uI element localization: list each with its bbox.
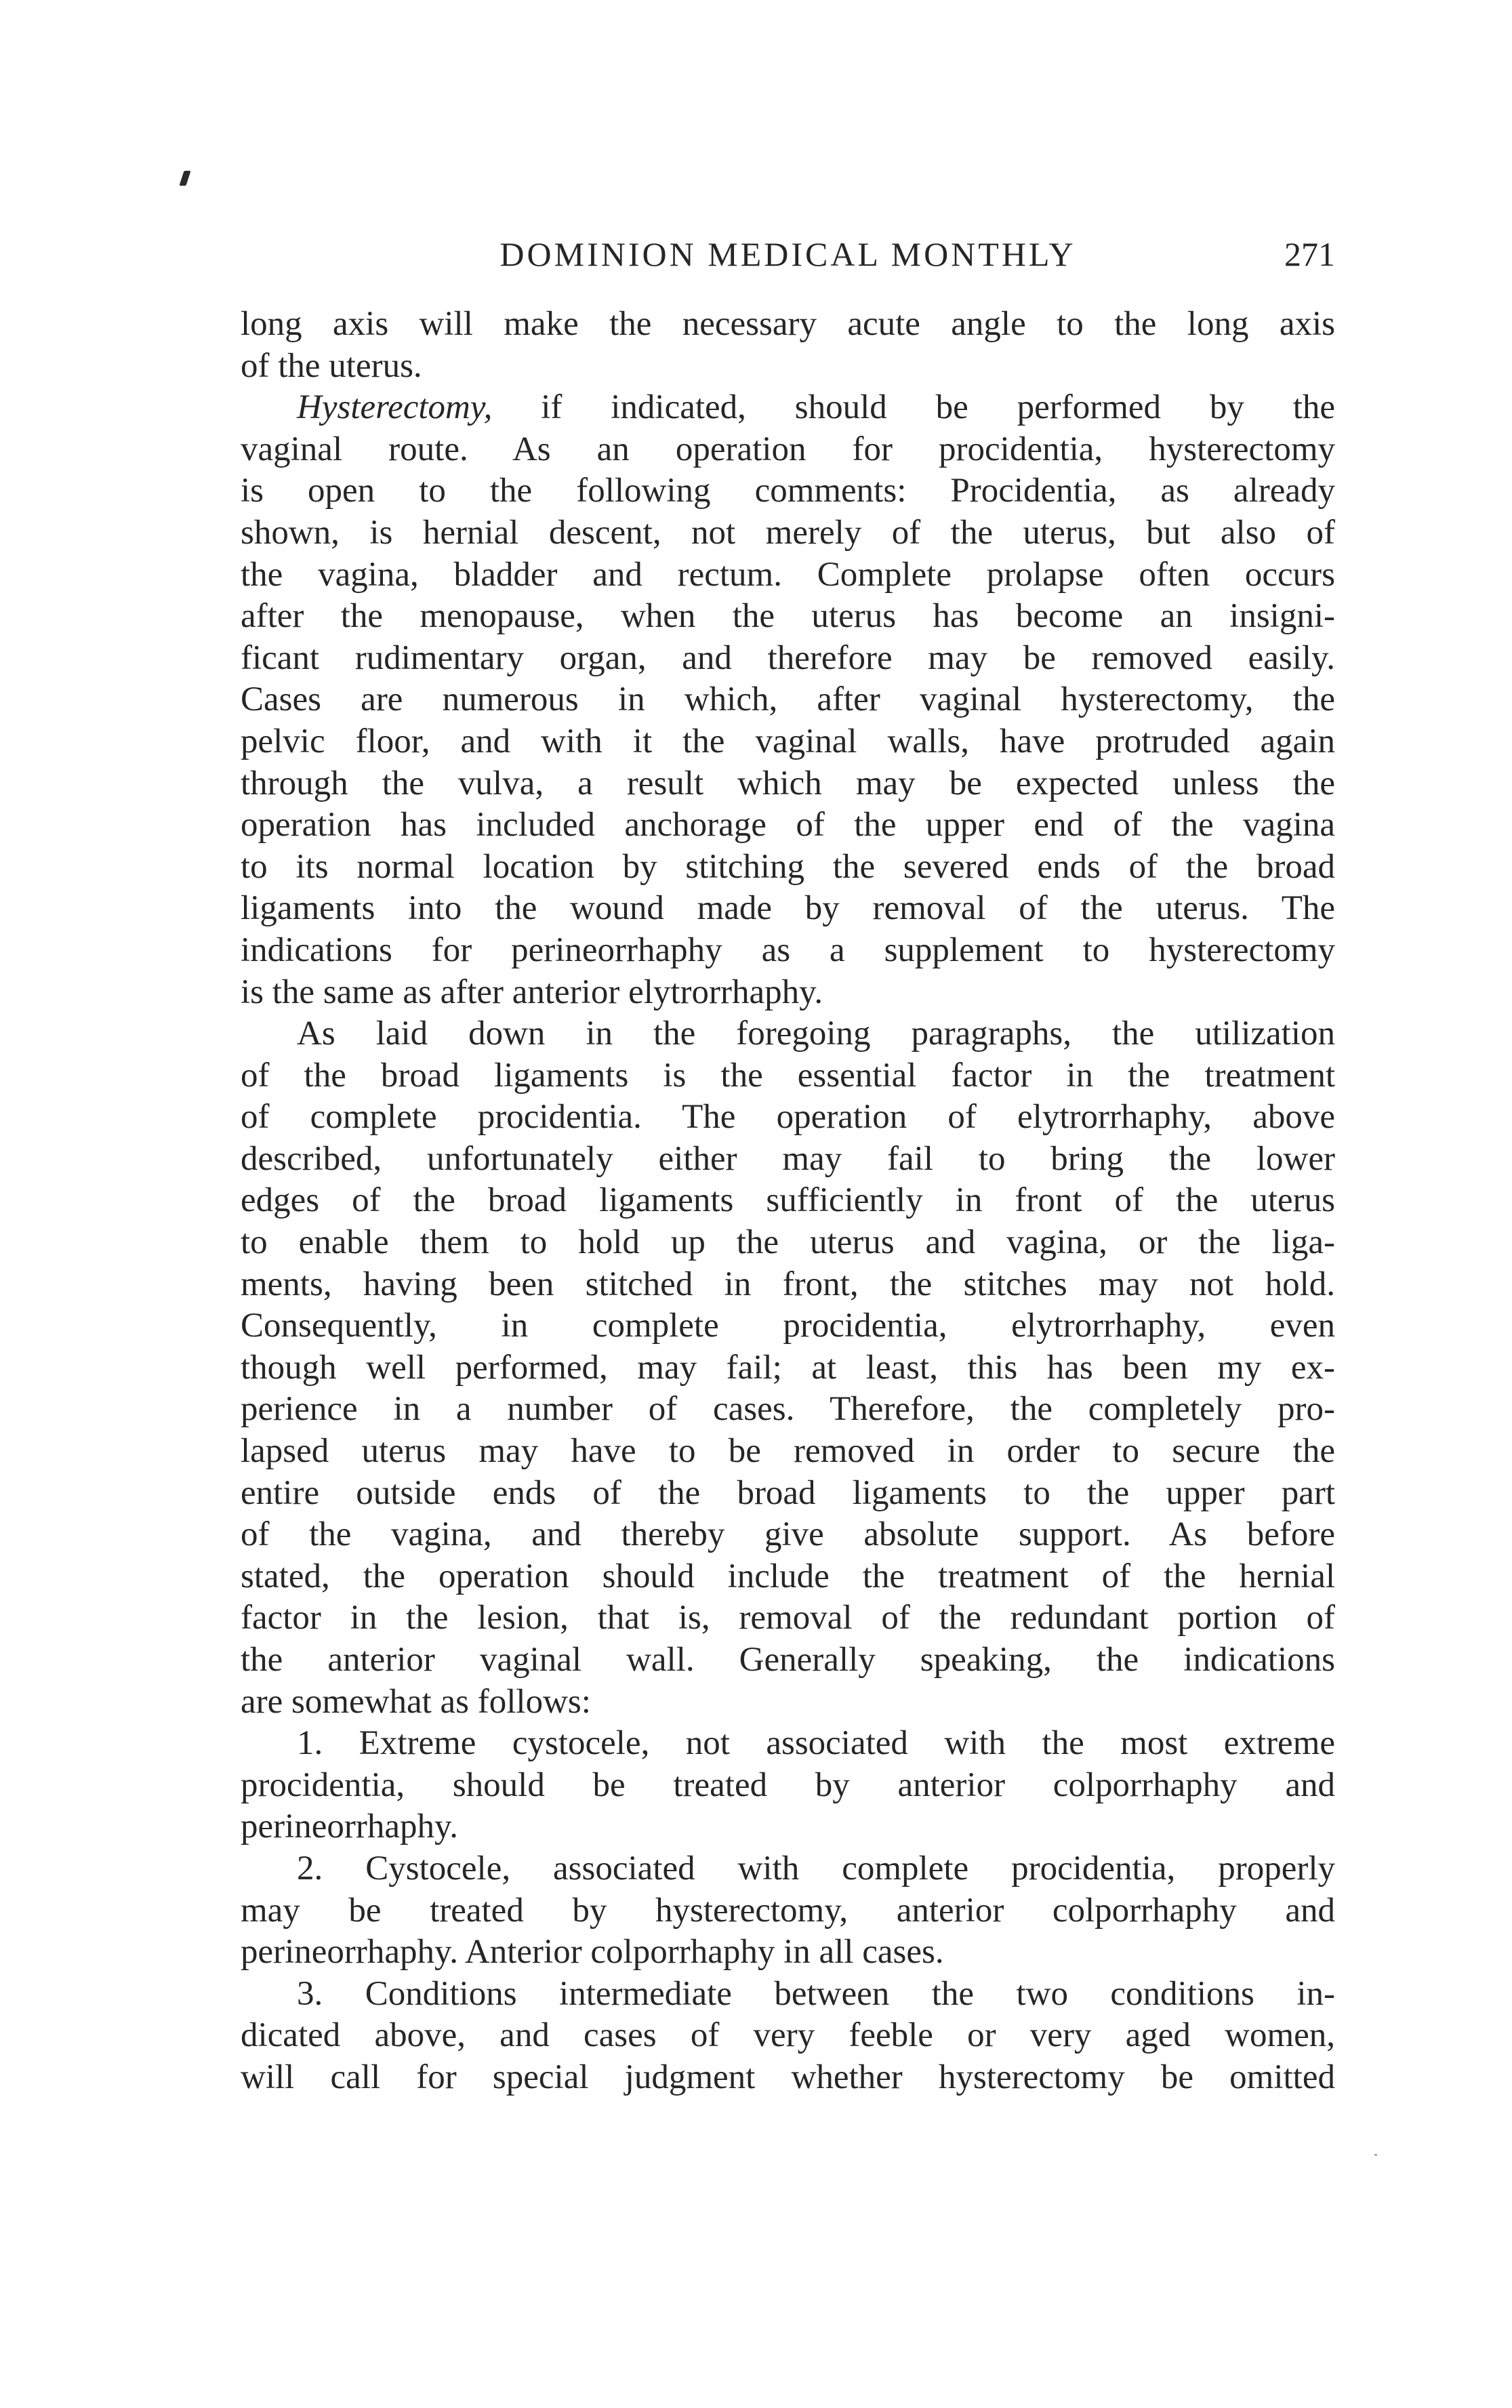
paragraph [241,1974,1335,2099]
text-line: of the vagina, and thereby give absolute support. As before [241,1515,1335,1554]
text-line: long axis will make the necessary acute angle to the long axis [241,305,1335,343]
text-line: of the uterus. [241,346,422,385]
text-line: through the vulva, a result which may be expected unless the [241,764,1335,802]
body-text [241,304,1335,2099]
text-line: Cases are numerous in which, after vaginal hysterectomy, the [241,680,1335,719]
paragraph [241,304,1335,387]
text-line: ligaments into the wound made by removal of the uterus. The [241,889,1335,928]
ink-mark [179,171,190,186]
text-line: indications for perineorrhaphy as a supplement to hysterectomy [241,931,1335,969]
text-line [241,387,1335,429]
text-line: perineorrhaphy. Anterior colporrhaphy in all cases. [241,1933,944,1972]
running-title: DOMINION MEDICAL MONTHLY [499,235,1076,273]
text-line: though well performed, may fail; at least, this has been my ex- [241,1348,1335,1387]
text-line: to enable them to hold up the uterus and vagina, or the liga- [241,1223,1335,1262]
paragraph [241,1848,1335,1974]
text-line: ficant rudimentary organ, and therefore may be removed easily. [241,638,1335,677]
text-line: pelvic floor, and with it the vaginal walls, have protruded again [241,722,1335,760]
text-line: dicated above, and cases of very feeble or very aged women, [241,2016,1335,2055]
text-line: of complete procidentia. The operation of elytrorrhaphy, above [241,1098,1335,1137]
line-remainder: if indicated, should be performed by the [492,388,1335,427]
text-line: the anterior vaginal wall. Generally speaking, the indications [241,1641,1335,1679]
text-line: to its normal location by stitching the severed ends of the broad [241,847,1335,886]
text-line: 1. Extreme cystocele, not associated with the most extreme [297,1724,1335,1763]
text-line: ments, having been stitched in front, the stitches may not hold. [241,1265,1335,1303]
text-line: edges of the broad ligaments sufficiently in front of the uterus [241,1181,1335,1220]
text-line: operation has included anchorage of the upper end of the vagina [241,806,1335,844]
ink-speck [1374,2154,1377,2156]
text-line: may be treated by hysterectomy, anterior colporrhaphy and [241,1891,1335,1930]
text-line: shown, is hernial descent, not merely of the uterus, but also of [241,513,1335,552]
text-line: are somewhat as follows: [241,1682,591,1721]
text-line: entire outside ends of the broad ligaments to the upper part [241,1473,1335,1512]
text-line: after the menopause, when the uterus has become an insigni- [241,597,1335,636]
text-line: perineorrhaphy. [241,1808,458,1846]
paragraph [241,387,1335,1013]
text-line: is open to the following comments: Procidentia, as already [241,472,1335,510]
text-line: factor in the lesion, that is, removal of the redundant portion of [241,1599,1335,1637]
text-line: 3. Conditions intermediate between the two conditions in- [297,1974,1335,2013]
text-line: will call for special judgment whether hysterectomy be omitted [241,2058,1335,2096]
text-line: vaginal route. As an operation for procidentia, hysterectomy [241,430,1335,468]
page-number: 271 [1284,235,1335,273]
text-line: Consequently, in complete procidentia, elytrorrhaphy, even [241,1307,1335,1345]
page-header [241,230,1335,278]
paragraph [241,1013,1335,1723]
text-line: described, unfortunately either may fail to bring the lower [241,1139,1335,1178]
text-line: stated, the operation should include the treatment of the hernial [241,1557,1335,1595]
text-line: lapsed uterus may have to be removed in order to secure the [241,1432,1335,1471]
text-line: the vagina, bladder and rectum. Complete prolapse often occurs [241,555,1335,594]
text-line: of the broad ligaments is the essential factor in the treatment [241,1056,1335,1095]
text-line: perience in a number of cases. Therefore, the completely pro- [241,1390,1335,1429]
text-line: is the same as after anterior elytrorrhaphy. [241,973,823,1011]
text-line: 2. Cystocele, associated with complete procidentia, properly [297,1849,1335,1887]
italic-lead: Hysterectomy, [297,388,493,427]
text-line: As laid down in the foregoing paragraphs, the utilization [297,1015,1335,1053]
paragraph [241,1723,1335,1848]
text-line: procidentia, should be treated by anterior colporrhaphy and [241,1766,1335,1804]
